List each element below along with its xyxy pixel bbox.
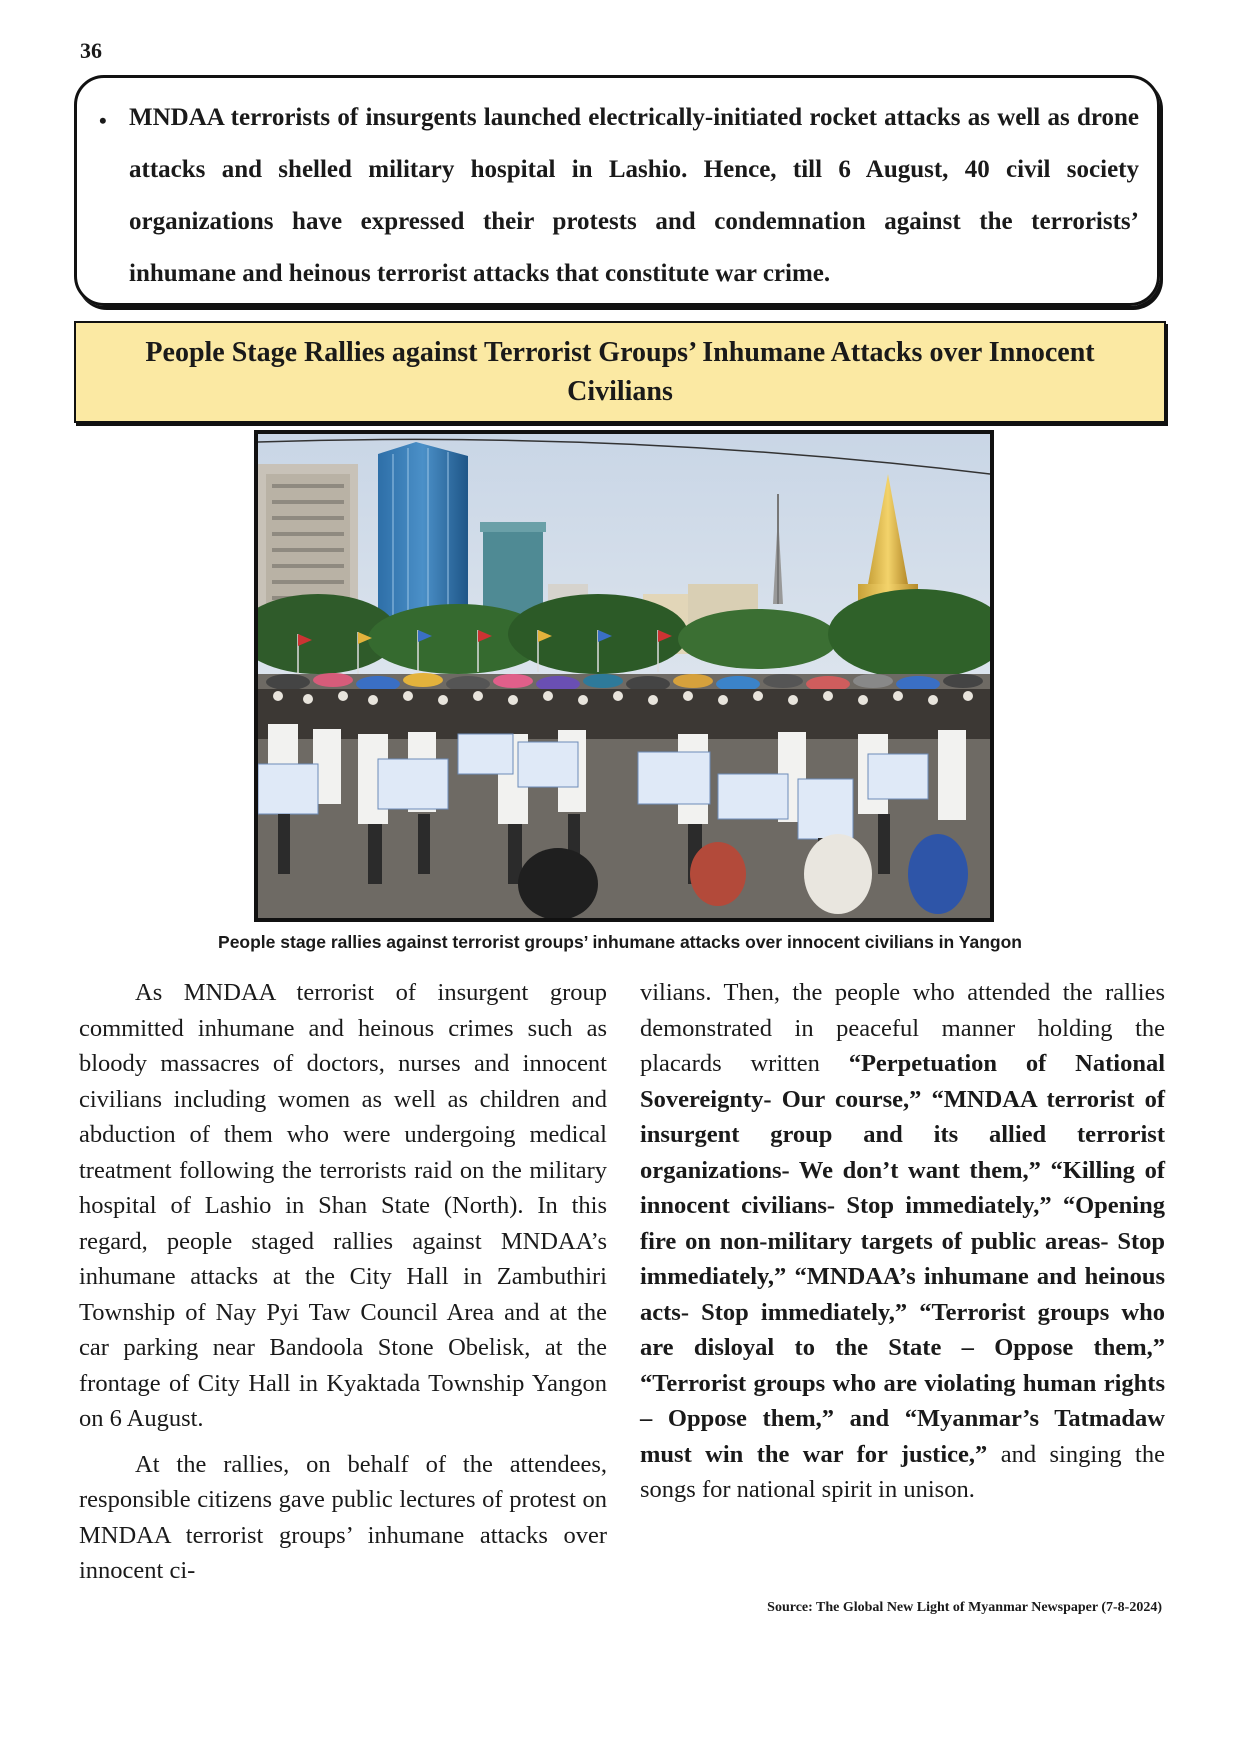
headline-banner bbox=[74, 321, 1166, 423]
rally-photo-illustration bbox=[258, 434, 990, 918]
article-paragraph-1: As MNDAA terrorist of insurgent group committed inhumane and heinous crimes such as bloody massacres of doctors, nurses and innocent civilians including women as well as children and abduction of them who were undergoing medical treatment following the terrorists raid on the military hospital of Lashio in Shan State (North). In this regard, people staged rallies against MNDAA’s inhumane attacks at the City Hall in Zambuthiri Township of Nay Pyi Taw Council Area and at the car parking near Bandoola Stone Obelisk, at the frontage of City Hall in Kyaktada Township Yangon on 6 August. bbox=[79, 979, 607, 1432]
rally-photo bbox=[254, 430, 994, 922]
placard-slogans: “Perpetuation of National Sovereignty- Our course,” “MNDAA terrorist of insurgent group and its allied terrorist organizations- We don’t want them,” “Killing of innocent civilians- Stop immediately,” “Opening fire on non-military targets of public areas- Stop immediately,” “MNDAA’s inhumane and heinous acts- Stop immediately,” “Terrorist groups who are disloyal to the State – Oppose them,” “Terrorist groups who are violating human rights – Oppose them,” and “Myanmar’s Tatmadaw must win the war for justice,” bbox=[640, 1050, 1165, 1468]
headline-title: People Stage Rallies against Terrorist Groups’ Inhumane Attacks over Innocent Civilians bbox=[145, 337, 1095, 407]
bullet-icon: • bbox=[99, 108, 107, 133]
photo-caption: People stage rallies against terrorist groups’ inhumane attacks over innocent civilians in Yangon bbox=[218, 932, 1022, 952]
source-credit: Source: The Global New Light of Myanmar Newspaper (7-8-2024) bbox=[767, 1600, 1162, 1615]
summary-bullet-box bbox=[74, 75, 1160, 306]
page-number: 36 bbox=[80, 38, 102, 63]
paragraph-3-tail: and singing the songs for national spirit in unison. bbox=[640, 1440, 1165, 1503]
article-paragraph-3 bbox=[640, 975, 1165, 1508]
paragraph-3-lead: vilians. Then, the people who attended the rallies demonstrated in peaceful manner holding the placards written bbox=[640, 979, 1165, 1077]
article-right-column bbox=[640, 975, 1165, 1518]
article-left-column bbox=[79, 975, 607, 1599]
article-paragraph-2: At the rallies, on behalf of the attendees, responsible citizens gave public lectures of protest on MNDAA terrorist groups’ inhumane attacks over innocent ci- bbox=[79, 1450, 607, 1584]
summary-bullet-text: MNDAA terrorists of insurgents launched electrically-initiated rocket attacks as well as drone attacks and shelled military hospital in Lashio. Hence, till 6 August, 40 civil society organizations have expressed their protests and condemnation against the terrorists’ inhumane and heinous terrorist attacks that constitute war crime. bbox=[129, 104, 1139, 287]
